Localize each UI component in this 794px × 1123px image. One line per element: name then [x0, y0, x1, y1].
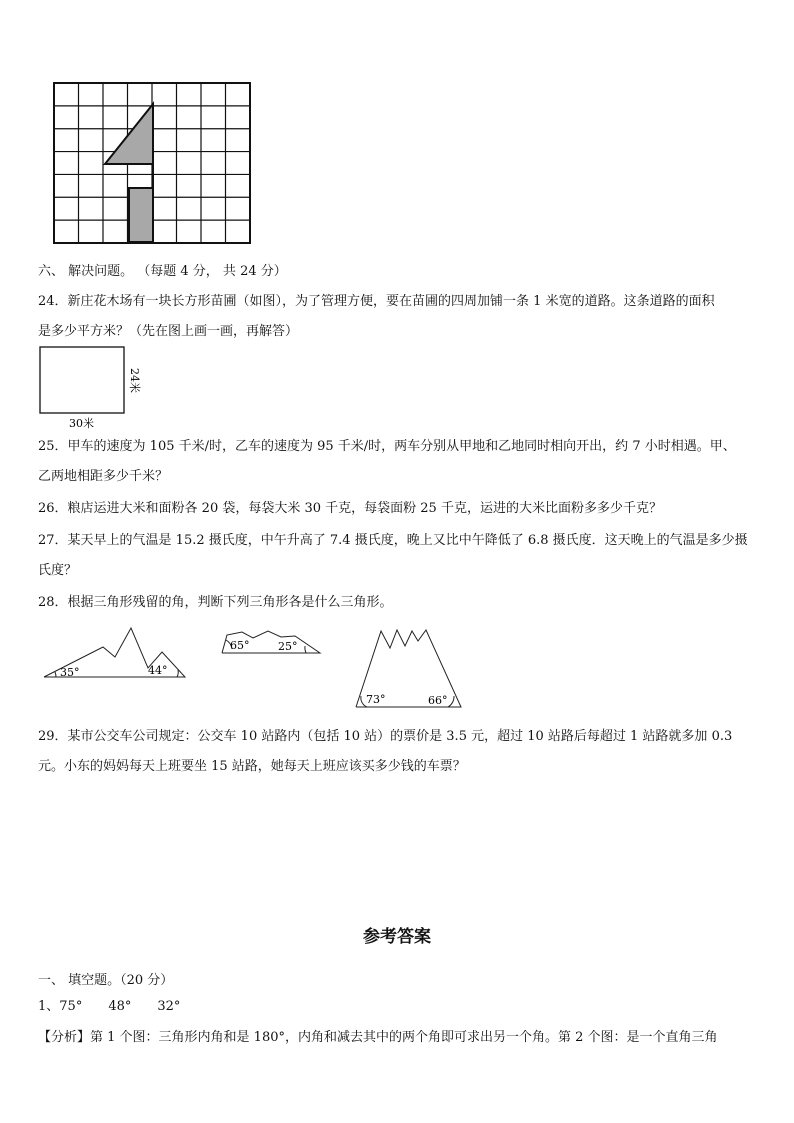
tri3-right-angle: 66°: [428, 694, 448, 707]
q29-line2: 元。小东的妈妈每天上班要坐 15 站路，她每天上班应该买多少钱的车票？: [38, 759, 466, 774]
triangle-2: [218, 628, 324, 658]
tri3-left-angle: 73°: [366, 693, 386, 706]
height-label: 24米: [128, 368, 141, 393]
answer-1: 1、75° 48° 32°: [38, 999, 181, 1014]
q27-line2: 氏度？: [38, 563, 78, 578]
q27-line1: 27．某天早上的气温是 15.2 摄氏度，中午升高了 7.4 摄氏度，晚上又比中午降低了 6.8 摄氏度．这天晚上的气温是多少摄: [38, 533, 748, 548]
triangle-1: [40, 625, 190, 685]
triangle-3: [350, 626, 464, 712]
answers-section1: 一、 填空题。（20 分）: [38, 973, 174, 988]
q24-line2: 是多少平方米？（先在图上画一画，再解答）: [38, 324, 299, 339]
shaded-shape: [105, 104, 153, 242]
tri1-left-angle: 35°: [60, 666, 80, 679]
tri2-right-angle: 25°: [278, 640, 298, 653]
q26-line1: 26．粮店运进大米和面粉各 20 袋，每袋大米 30 千克，每袋面粉 25 千克，运进的大米比面粉多多少千克？: [38, 501, 662, 516]
q24-line1: 24．新庄花木场有一块长方形苗圃（如图），为了管理方便，要在苗圃的四周加铺一条 1 米宽的道路。这条道路的面积: [38, 294, 715, 309]
q25-line1: 25．甲车的速度为 105 千米/时，乙车的速度为 95 千米/时，两车分别从甲地和乙地同时相向开出，约 7 小时相遇。甲、: [38, 439, 736, 454]
q25-line2: 乙两地相距多少千米？: [38, 469, 169, 484]
section6-heading: 六、 解决问题。 （每题 4 分， 共 24 分）: [38, 264, 287, 279]
q29-line1: 29．某市公交车公司规定：公交车 10 站路内（包括 10 站）的票价是 3.5 元，超过 10 站路后每超过 1 站路就多加 0.3: [38, 729, 733, 744]
nursery-rectangle: [40, 347, 124, 413]
width-label: 30米: [69, 417, 94, 430]
tri2-left-angle: 65°: [230, 639, 250, 652]
q28-line1: 28．根据三角形残留的角，判断下列三角形各是什么三角形。: [38, 595, 393, 610]
answers-title: 参考答案: [363, 927, 431, 947]
grid-figure: [53, 82, 253, 250]
tri1-right-angle: 44°: [148, 664, 168, 677]
rectangle-figure: [36, 344, 156, 432]
answer-analysis: 【分析】第 1 个图：三角形内角和是 180°，内角和减去其中的两个角即可求出另一个角。第 2 个图：是一个直角三角: [38, 1030, 718, 1045]
